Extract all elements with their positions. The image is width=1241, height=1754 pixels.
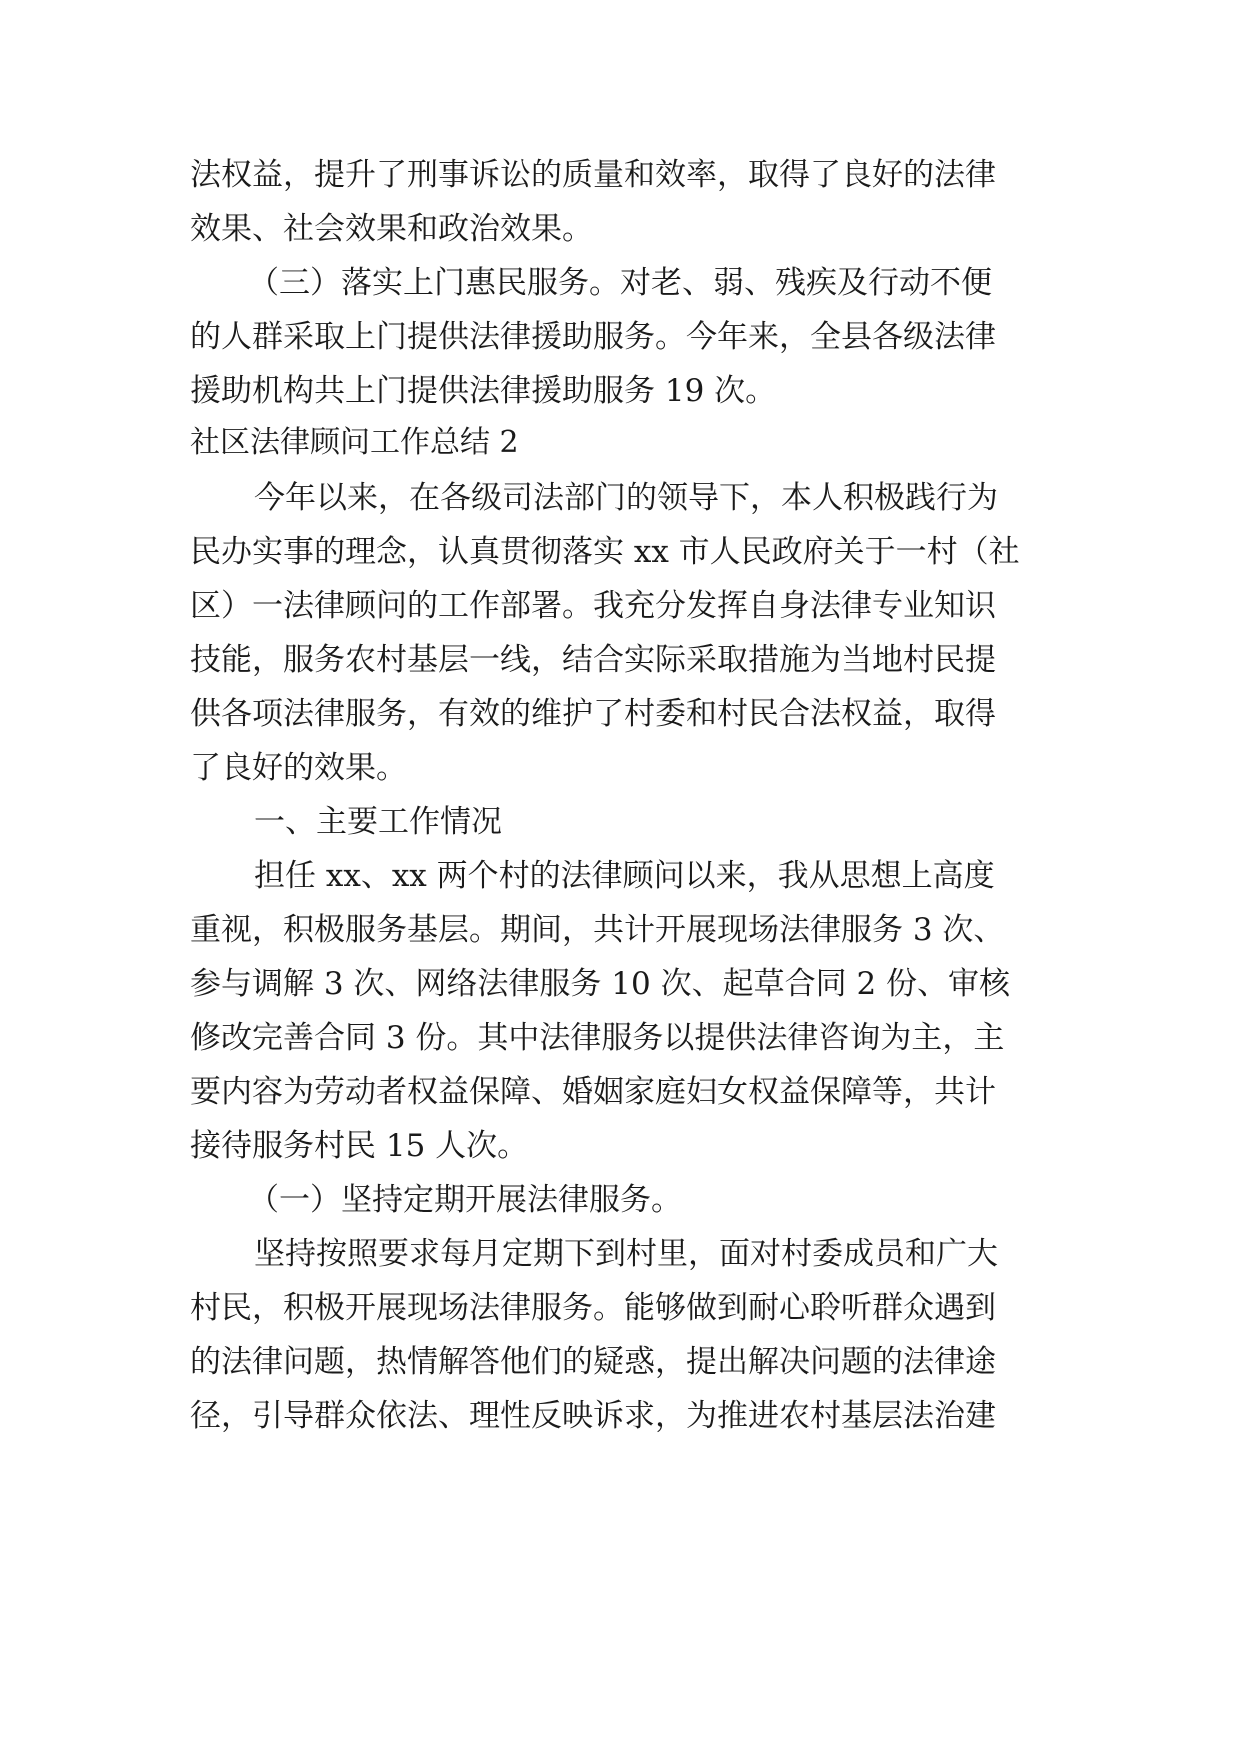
section-heading-main: 一、主要工作情况 bbox=[254, 804, 502, 840]
document-title: 社区法律顾问工作总结 2 bbox=[190, 425, 519, 460]
body-line: 修改完善合同 3 份。其中法律服务以提供法律咨询为主，主 bbox=[190, 1020, 1005, 1056]
body-line: 重视，积极服务基层。期间，共计开展现场法律服务 3 次、 bbox=[190, 912, 1005, 948]
body-line: 的人群采取上门提供法律援助服务。今年来，全县各级法律 bbox=[190, 319, 996, 355]
body-line: 坚持按照要求每月定期下到村里，面对村委成员和广大 bbox=[254, 1236, 998, 1272]
body-line: 法权益，提升了刑事诉讼的质量和效率，取得了良好的法律 bbox=[190, 157, 996, 193]
body-line: 参与调解 3 次、网络法律服务 10 次、起草合同 2 份、审核 bbox=[190, 966, 1011, 1002]
body-line: 接待服务村民 15 人次。 bbox=[190, 1128, 529, 1164]
body-line: 区）一法律顾问的工作部署。我充分发挥自身法律专业知识 bbox=[190, 588, 996, 624]
body-line: 了良好的效果。 bbox=[190, 750, 407, 786]
body-line: 要内容为劳动者权益保障、婚姻家庭妇女权益保障等，共计 bbox=[190, 1074, 996, 1110]
body-line: 民办实事的理念，认真贯彻落实 xx 市人民政府关于一村（社 bbox=[190, 534, 1020, 570]
section-heading-one: （一）坚持定期开展法律服务。 bbox=[248, 1182, 682, 1218]
body-line: 径，引导群众依法、理性反映诉求，为推进农村基层法治建 bbox=[190, 1398, 996, 1434]
body-line: 村民，积极开展现场法律服务。能够做到耐心聆听群众遇到 bbox=[190, 1290, 996, 1326]
body-line: 技能，服务农村基层一线，结合实际采取措施为当地村民提 bbox=[190, 642, 996, 678]
body-line: 效果、社会效果和政治效果。 bbox=[190, 211, 593, 247]
body-line: 供各项法律服务，有效的维护了村委和村民合法权益，取得 bbox=[190, 696, 996, 732]
section-heading-three: （三）落实上门惠民服务。对老、弱、残疾及行动不便 bbox=[248, 265, 992, 301]
body-line: 今年以来，在各级司法部门的领导下，本人积极践行为 bbox=[254, 480, 998, 516]
body-line: 援助机构共上门提供法律援助服务 19 次。 bbox=[190, 373, 777, 409]
body-line: 担任 xx、xx 两个村的法律顾问以来，我从思想上高度 bbox=[254, 858, 995, 894]
body-line: 的法律问题，热情解答他们的疑惑，提出解决问题的法律途 bbox=[190, 1344, 996, 1380]
